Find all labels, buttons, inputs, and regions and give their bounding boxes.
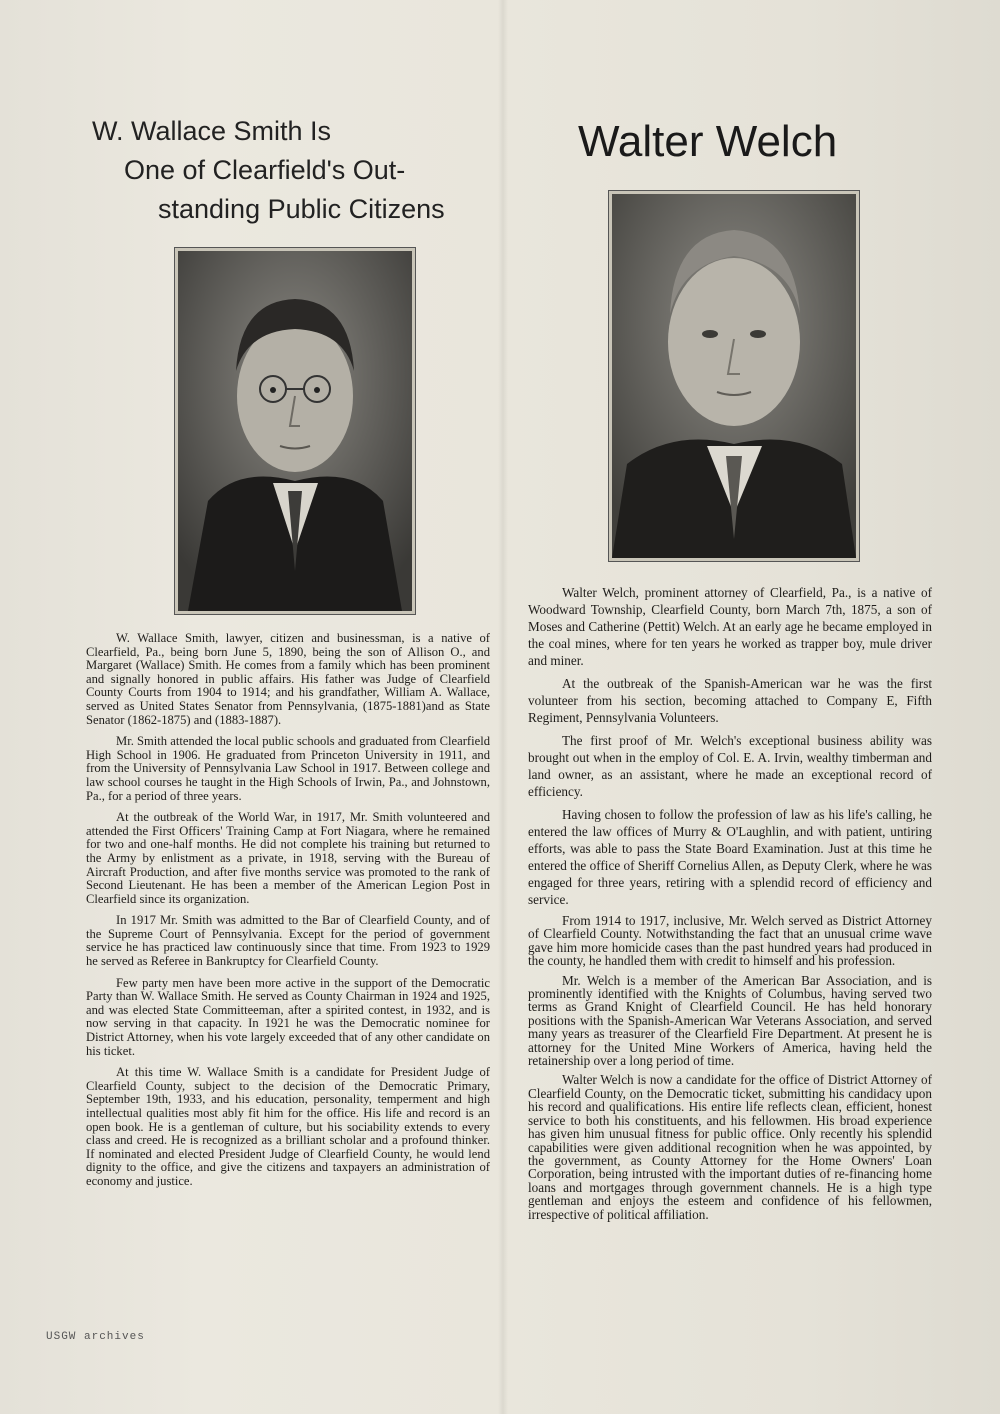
smith-portrait-photo bbox=[175, 248, 415, 614]
smith-paragraph: At the outbreak of the World War, in 1917, Mr. Smith volunteered and attended the First Officers' Training Camp at Fort Niagara, where he remained for two and one-half months. He did not complete his training but returned to the Army by enlistment as a private, in 1918, serving with the Bureau of Aircraft Production, and after five months service was promoted to the rank of Second Lieutenant. He has been a member of the American Legion Post in Clearfield since its organization. bbox=[86, 810, 490, 906]
welch-paragraph: From 1914 to 1917, inclusive, Mr. Welch served as District Attorney of Clearfield County. Notwithstanding the fact that an unusual crime wave gave him more homicide cases than the past hundred years had produced in the county, he handled them with credit to himself and his profession. bbox=[528, 913, 932, 969]
welch-paragraph: Mr. Welch is a member of the American Bar Association, and is prominently identified with the Knights of Columbus, having served two terms as Grand Knight of Clearfield Council. He has held honorary positions with the Spanish-American War Veterans Association, and served many years as treasurer of the Clearfield Fire Department. At present he is attorney for the United Mine Workers of America, having held the retainership over a long period of time. bbox=[528, 972, 932, 1069]
smith-paragraph: W. Wallace Smith, lawyer, citizen and businessman, is a native of Clearfield, Pa., being born June 5, 1890, being the son of Allison O., and Margaret (Wallace) Smith. He comes from a family which has been prominent and signally honored in public affairs. His father was Judge of Clearfield County Courts from 1904 to 1914; and his grandfather, William A. Wallace, served as United States Senator from Pennsylvania, (1875-1881)and as State Senator (1862-1875) and (1883-1887). bbox=[86, 631, 490, 727]
smith-paragraph: Few party men have been more active in the support of the Democratic Party than W. Wallace Smith. He served as County Chairman in 1924 and 1925, and was elected State Committeeman, after a spirited contest, in 1932, and is now serving in that capacity. In 1921 he was the Democratic nominee for District Attorney, when his vote largely exceeded that of any other candidate on his ticket. bbox=[86, 975, 490, 1058]
smith-headline-line-1: W. Wallace Smith Is bbox=[92, 116, 332, 146]
welch-paragraph: At the outbreak of the Spanish-American war he was the first volunteer from his section, becoming attached to Company E, Fifth Regiment, Pennsylvania Volunteers. bbox=[528, 676, 932, 725]
welch-paragraph: Walter Welch, prominent attorney of Clearfield, Pa., is a native of Woodward Township, Clearfield County, born March 7th, 1875, a son of Moses and Catherine (Pettit) Welch. At an early age he became employed in the coal mines, where for ten years he worked as trapper boy, mule driver and miner. bbox=[528, 585, 932, 668]
welch-portrait-photo bbox=[609, 191, 859, 561]
welch-paragraph: The first proof of Mr. Welch's exceptional business ability was brought out when in the employ of Col. E. A. Irvin, wealthy timberman and land owner, as an assistant, where he made an exceptional record of efficiency. bbox=[528, 733, 932, 799]
smith-headline bbox=[92, 112, 512, 229]
smith-headline-line-2: One of Clearfield's Out- bbox=[124, 155, 406, 185]
smith-headline-line-3: standing Public Citizens bbox=[158, 194, 445, 224]
welch-headline: Walter Welch bbox=[578, 117, 838, 166]
smith-paragraph: Mr. Smith attended the local public schools and graduated from Clearfield High School in 1906. He graduated from Princeton University in 1911, and from the University of Pennsylvania Law School in 1917. Between college and law school courses he taught in the High Schools of Irwin, Pa., and Johnstown, Pa., for a period of three years. bbox=[86, 734, 490, 803]
smith-paragraph: At this time W. Wallace Smith is a candidate for President Judge of Clearfield County, subject to the decision of the Democratic Primary, September 19th, 1933, and his education, personality, temperment and high intellectual qualities most ably fit him for the office. His life and record is an open book. He is a gentleman of culture, but his sociability extends to every class and creed. He is recognized as a brilliant scholar and a profound thinker. If nominated and elected President Judge of Clearfield County, he would lend dignity to the office, and give the citizens and taxpayers an administration of economy and justice. bbox=[86, 1065, 490, 1188]
archive-watermark: USGW archives bbox=[46, 1331, 145, 1343]
smith-article bbox=[86, 632, 490, 1197]
welch-paragraph: Having chosen to follow the profession of law as his life's calling, he entered the law offices of Murry & O'Laughlin, and with patient, untiring efforts, was able to pass the State Board Examination. Just at this time he entered the office of Sheriff Cornelius Allen, as Deputy Clerk, where he was engaged for three years, retiring with a splendid record of efficiency and service. bbox=[528, 807, 932, 907]
smith-paragraph: In 1917 Mr. Smith was admitted to the Bar of Clearfield County, and of the Supreme Court of Pennsylvania. Except for the period of government service he has practiced law continuously since that time. From 1923 to 1929 he served as Referee in Bankruptcy for Clearfield County. bbox=[86, 913, 490, 969]
welch-paragraph: Walter Welch is now a candidate for the office of District Attorney of Clearfield County, on the Democratic ticket, submitting his candidacy upon his record and qualifications. His entire life reflects clean, efficient, honest service to both his constituents, and his fellowmen. His broad experience has given him unusual fitness for public office. Only recently his splendid capabilities were given additional recognition when he was appointed, by the government, as County Attorney for the Home Owners' Loan Corporation, being intrusted with the important duties of re-financing home loans and mortgages through government channels. He is a high type gentleman and enjoys the esteem and confidence of his fellowmen, irrespective of political affiliation. bbox=[528, 1072, 932, 1222]
welch-article bbox=[528, 584, 932, 1227]
